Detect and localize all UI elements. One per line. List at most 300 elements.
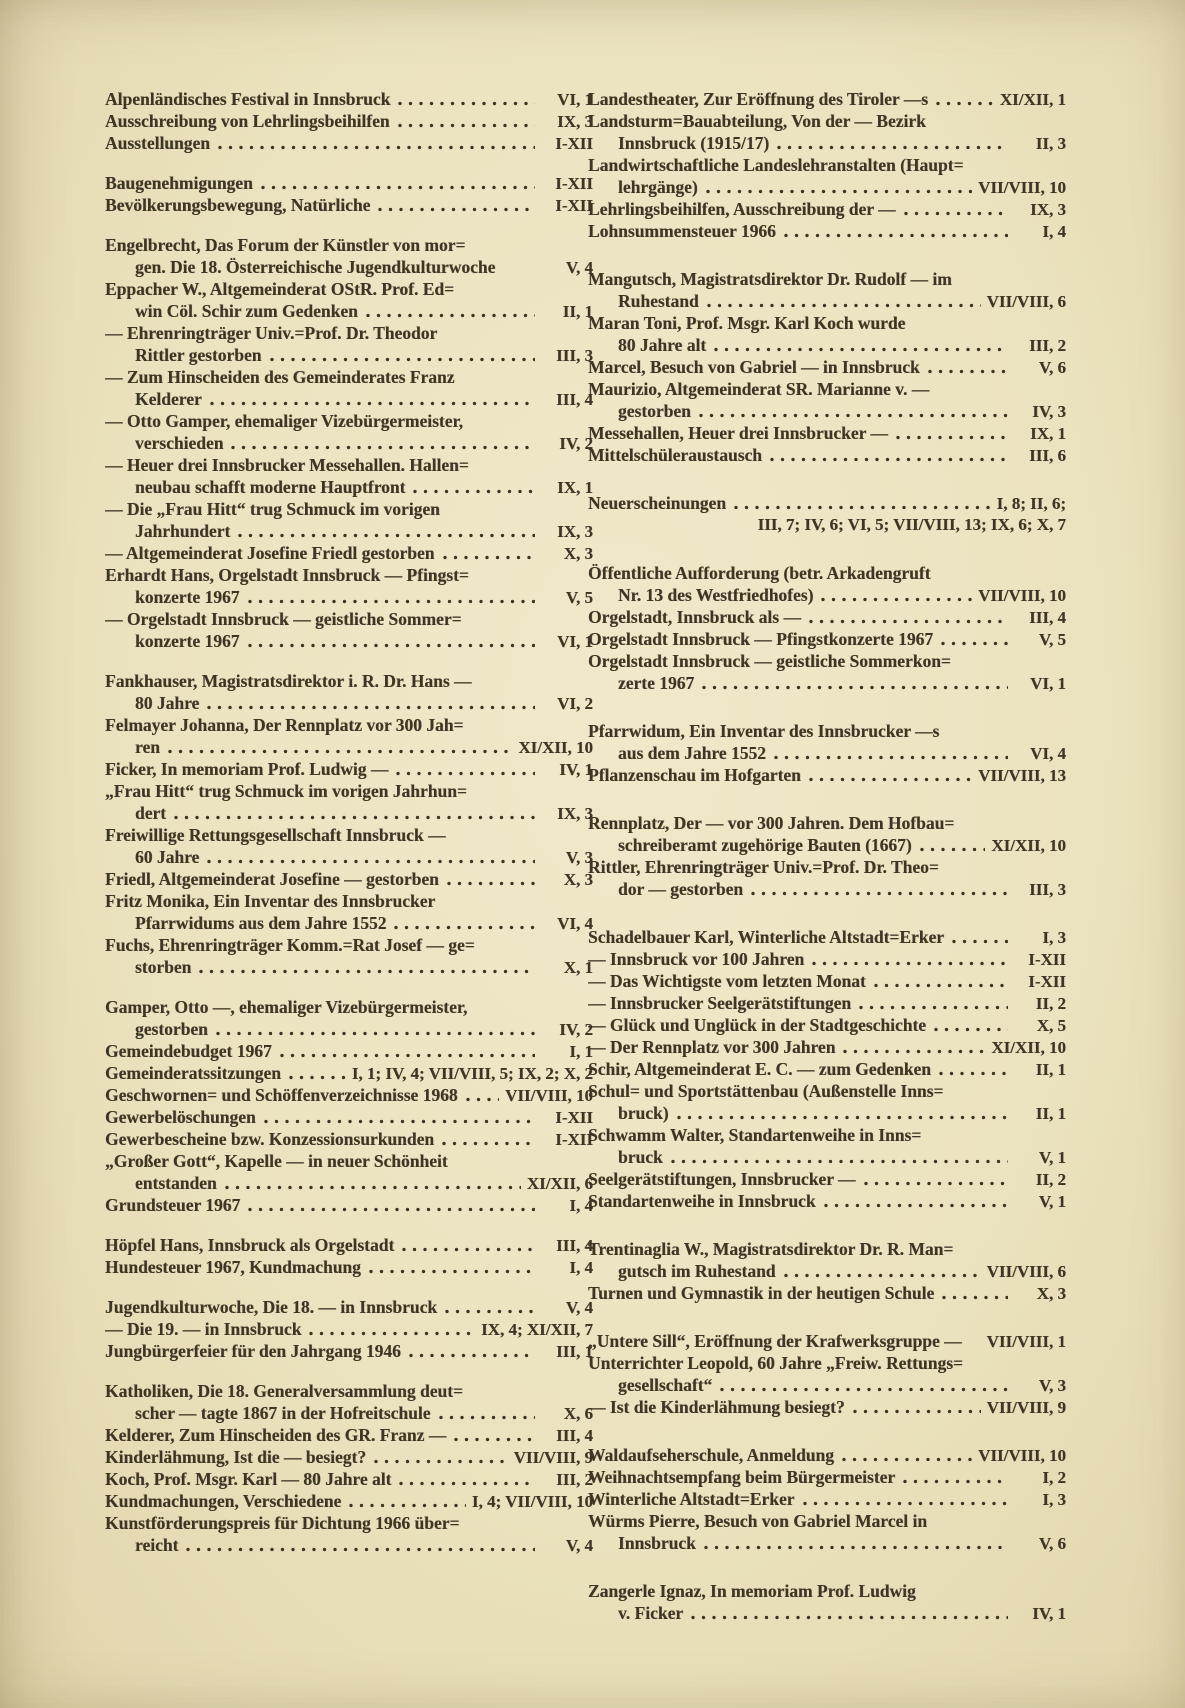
entry-text: Kundmachungen, Verschiedene: [105, 1491, 342, 1511]
index-entry-line: [105, 1128, 593, 1150]
page-ref: I-XII: [555, 196, 593, 215]
index-entry-line: [588, 110, 1066, 132]
entry-text: Maran Toni, Prof. Msgr. Karl Koch wurde: [588, 313, 906, 333]
page-ref: VII/VIII, 6: [986, 292, 1066, 311]
entry-text: Freiwillige Rettungsgesellschaft Innsbruck —: [105, 825, 446, 845]
page-ref: I-XII: [1028, 950, 1066, 969]
page-ref: VII/VIII, 10: [505, 1086, 593, 1105]
entry-text: 80 Jahre alt: [618, 335, 707, 355]
entry-text: Gamper, Otto —, ehemaliger Vizebürgermeister,: [105, 997, 468, 1017]
entry-text: Orgelstadt Innsbruck — geistliche Sommerkon=: [588, 651, 951, 671]
entry-text: Engelbrecht, Das Forum der Künstler von mor=: [105, 235, 466, 255]
entry-text: Rittler gestorben: [135, 345, 262, 365]
page-ref: VII/VIII, 10: [978, 178, 1066, 197]
page-ref: V, 5: [1038, 630, 1066, 649]
index-entry-line: [105, 498, 593, 520]
index-entry-line: [105, 780, 593, 802]
dot-leader: [207, 705, 535, 710]
dot-leader: [812, 961, 1008, 966]
dot-leader: [734, 505, 991, 510]
page-ref: V, 3: [1038, 1376, 1066, 1395]
index-entry-line: [105, 1194, 593, 1216]
entry-text: Gewerbescheine bzw. Konzessionsurkunden: [105, 1129, 435, 1149]
index-entry-line: [105, 1062, 593, 1084]
entry-text: Innsbruck (1915/17): [618, 133, 770, 153]
dot-leader: [445, 1309, 535, 1314]
page-ref: V, 6: [1038, 358, 1066, 377]
index-entry-line: [105, 1340, 593, 1362]
index-entry-line: [588, 154, 1066, 176]
index-entry-line: [105, 956, 593, 978]
entry-text: bruck: [618, 1147, 663, 1167]
dot-leader: [238, 533, 535, 538]
entry-text: gutsch im Ruhestand: [618, 1261, 776, 1281]
index-entry-line: [105, 1084, 593, 1106]
entry-text: Lohnsummensteuer 1966: [588, 221, 776, 241]
page-ref: VII/VIII, 9: [513, 1448, 593, 1467]
index-entry-line: [105, 234, 593, 256]
dot-leader: [942, 1295, 1008, 1300]
index-entry-line: [588, 132, 1066, 154]
entry-text: win Cöl. Schir zum Gedenken: [135, 301, 358, 321]
page-ref: III, 2: [556, 1470, 593, 1489]
page-ref: VII/VIII, 6: [986, 1262, 1066, 1281]
index-entry-line: [105, 1106, 593, 1128]
index-entry-line: [588, 492, 1066, 514]
dot-leader: [398, 101, 535, 106]
index-entry-line: [105, 476, 593, 498]
index-entry-line: [588, 88, 1066, 110]
index-column-right: [588, 88, 1066, 1624]
dot-leader: [199, 969, 535, 974]
index-entry-line: [105, 1172, 593, 1194]
index-entry-line: [105, 322, 593, 344]
entry-text: Schadelbauer Karl, Winterliche Altstadt=Erker: [588, 927, 945, 947]
index-entry-line: [588, 1058, 1066, 1080]
dot-leader: [394, 925, 535, 930]
page-ref: I-XII: [1028, 972, 1066, 991]
dot-leader: [402, 1247, 535, 1252]
entry-text: 60 Jahre: [135, 847, 200, 867]
entry-text: gestorben: [618, 401, 691, 421]
page-ref: V, 6: [1038, 1534, 1066, 1553]
entry-text: ren: [135, 737, 160, 757]
dot-leader: [903, 1479, 1008, 1484]
entry-text: Orgelstadt Innsbruck — Pfingstkonzerte 1967: [588, 629, 934, 649]
index-entry-line: [105, 1296, 593, 1318]
dot-leader: [853, 1409, 981, 1414]
page-ref: I-XII: [555, 174, 593, 193]
page-ref: IX, 4; XI/XII, 7: [481, 1320, 593, 1339]
entry-text: — Altgemeinderat Josefine Friedl gestorben: [105, 543, 435, 563]
page-ref: V, 4: [565, 1536, 593, 1555]
entry-text: Waldaufseherschule, Anmeldung: [588, 1445, 835, 1465]
dot-leader: [409, 1353, 535, 1358]
index-entry-line: [105, 890, 593, 912]
dot-leader: [447, 881, 535, 886]
entry-text: aus dem Jahre 1552: [618, 743, 766, 763]
dot-leader: [399, 1481, 535, 1486]
index-entry-line: [105, 736, 593, 758]
dot-leader: [842, 1457, 972, 1462]
entry-text: — Die 19. — in Innsbruck: [105, 1319, 302, 1339]
entry-text: Grundsteuer 1967: [105, 1195, 241, 1215]
entry-text: Neuerscheinungen: [588, 493, 727, 513]
index-entry-line: [105, 1018, 593, 1040]
index-entry-line: [588, 1102, 1066, 1124]
index-entry-line: [588, 926, 1066, 948]
dot-leader: [824, 1203, 1008, 1208]
page-ref: III, 4: [556, 390, 593, 409]
index-entry-line: [588, 878, 1066, 900]
dot-leader: [439, 1415, 535, 1420]
dot-leader: [413, 489, 535, 494]
index-entry-line: [588, 378, 1066, 400]
index-entry-line: [105, 670, 593, 692]
index-entry-line: [588, 268, 1066, 290]
dot-leader: [248, 643, 536, 648]
entry-text: Baugenehmigungen: [105, 173, 253, 193]
entry-text: Ficker, In memoriam Prof. Ludwig —: [105, 759, 389, 779]
page-ref: III, 1: [556, 1342, 593, 1361]
dot-leader: [264, 1119, 535, 1124]
index-entry-line: [105, 802, 593, 824]
entry-text: — Ist die Kinderlähmung besiegt?: [588, 1397, 845, 1417]
dot-leader: [774, 755, 1008, 760]
entry-text: neubau schafft moderne Hauptfront: [135, 477, 406, 497]
index-column-left: [105, 88, 593, 1556]
index-entry-line: [588, 422, 1066, 444]
index-entry-line: [588, 856, 1066, 878]
entry-text: Kunstförderungspreis für Dichtung 1966 über=: [105, 1513, 460, 1533]
index-entry-line: [105, 1512, 593, 1534]
entry-text: zerte 1967: [618, 673, 695, 693]
dot-leader: [928, 369, 1008, 374]
page-ref: XI/XII, 10: [518, 738, 593, 757]
page-ref: VI, 1: [557, 632, 593, 651]
page-ref: IX, 3: [557, 804, 593, 823]
entry-text: „Untere Sill“, Eröffnung der Krafwerksgruppe —: [588, 1331, 962, 1351]
entry-text: Pflanzenschau im Hofgarten: [588, 765, 801, 785]
dot-leader: [843, 1049, 985, 1054]
dot-leader: [699, 413, 1008, 418]
entry-text: — Ehrenringträger Univ.=Prof. Dr. Theodor: [105, 323, 438, 343]
index-entry-line: [105, 194, 593, 216]
entry-text: — Die „Frau Hitt“ trug Schmuck im vorigen: [105, 499, 440, 519]
index-entry-line: [105, 824, 593, 846]
entry-text: Landwirtschaftliche Landeslehranstalten (Haupt=: [588, 155, 964, 175]
index-entry-line: [105, 564, 593, 586]
dot-leader: [396, 771, 535, 776]
dot-leader: [466, 1097, 499, 1102]
page-ref: II, 1: [1035, 1060, 1066, 1079]
index-entry-line: [588, 1374, 1066, 1396]
entry-text: Winterliche Altstadt=Erker: [588, 1489, 795, 1509]
index-entry-line: [105, 88, 593, 110]
entry-text: — Das Wichtigste vom letzten Monat: [588, 971, 866, 991]
index-entry-line: [588, 992, 1066, 1014]
index-entry-line: [105, 410, 593, 432]
index-entry-line: [105, 912, 593, 934]
entry-text: Katholiken, Die 18. Generalversammlung deut=: [105, 1381, 464, 1401]
index-entry-line: [588, 514, 1066, 536]
dot-leader: [225, 1185, 521, 1190]
entry-text: Jahrhundert: [135, 521, 231, 541]
dot-leader: [874, 983, 1008, 988]
dot-leader: [920, 847, 986, 852]
entry-text: Gemeindebudget 1967: [105, 1041, 272, 1061]
index-entry-line: [588, 400, 1066, 422]
entry-text: gesellschaft“: [618, 1375, 713, 1395]
page-ref: X, 6: [563, 1404, 593, 1423]
index-entry-line: [105, 344, 593, 366]
index-entry-line: [588, 1602, 1066, 1624]
index-entry-line: [105, 996, 593, 1018]
index-entry-line: [105, 454, 593, 476]
index-entry-line: [588, 584, 1066, 606]
entry-text: dor — gestorben: [618, 879, 744, 899]
dot-leader: [186, 1547, 535, 1552]
entry-text: — Glück und Unglück in der Stadtgeschichte: [588, 1015, 927, 1035]
dot-leader: [720, 1387, 1008, 1392]
index-entry-line: [588, 220, 1066, 242]
page-ref: III, 4: [556, 1236, 593, 1255]
entry-text: Eppacher W., Altgemeinderat OStR. Prof. Ed=: [105, 279, 455, 299]
dot-leader: [751, 891, 1008, 896]
entry-text: Landestheater, Zur Eröffnung des Tiroler —s: [588, 89, 929, 109]
dot-leader: [702, 685, 1008, 690]
page-ref: IV, 1: [559, 760, 593, 779]
page-ref: I, 2: [1042, 1468, 1066, 1487]
entry-text: Turnen und Gymnastik in der heutigen Schule: [588, 1283, 935, 1303]
index-entry-line: [588, 948, 1066, 970]
index-entry-line: [588, 356, 1066, 378]
page-ref: I-XII: [555, 134, 593, 153]
entry-text: Marcel, Besuch von Gabriel — in Innsbruck: [588, 357, 920, 377]
entry-text: lehrgänge): [618, 177, 698, 197]
entry-text: Felmayer Johanna, Der Rennplatz vor 300 Jah=: [105, 715, 464, 735]
dot-leader: [936, 101, 994, 106]
entry-text: Mangutsch, Magistratsdirektor Dr. Rudolf — im: [588, 269, 952, 289]
page-ref: X, 3: [1036, 1284, 1066, 1303]
index-entry-line: [588, 1238, 1066, 1260]
entry-text: Rittler, Ehrenringträger Univ.=Prof. Dr. Theo=: [588, 857, 939, 877]
dot-leader: [671, 1159, 1008, 1164]
page-ref: III, 6: [1029, 446, 1066, 465]
entry-text: — Orgelstadt Innsbruck — geistliche Sommer=: [105, 609, 462, 629]
dot-leader: [309, 1331, 475, 1336]
page-ref: VI, 2: [557, 694, 593, 713]
dot-leader: [784, 233, 1008, 238]
dot-leader: [704, 1545, 1008, 1550]
entry-text: — Otto Gamper, ehemaliger Vizebürgermeister,: [105, 411, 464, 431]
dot-leader: [803, 1501, 1009, 1506]
entry-text: Nr. 13 des Westfriedhofes): [618, 585, 814, 605]
dot-leader: [218, 145, 535, 150]
page-ref: II, 2: [1035, 1170, 1066, 1189]
entry-text: Kelderer: [135, 389, 202, 409]
entry-text: Geschwornen= und Schöffenverzeichnisse 1968: [105, 1085, 458, 1105]
dot-leader: [859, 1005, 1008, 1010]
dot-leader: [216, 1031, 535, 1036]
page-ref: XI/XII, 6: [526, 1174, 593, 1193]
dot-leader: [210, 401, 535, 406]
dot-leader: [378, 207, 535, 212]
index-entry-line: [105, 1468, 593, 1490]
dot-leader: [784, 1273, 981, 1278]
index-entry-line: [105, 1490, 593, 1512]
entry-text: — Der Rennplatz vor 300 Jahren: [588, 1037, 836, 1057]
entry-text: entstanden: [135, 1173, 217, 1193]
index-entry-line: [105, 868, 593, 890]
dot-leader: [770, 457, 1008, 462]
index-entry-line: [588, 628, 1066, 650]
index-entry-line: [105, 278, 593, 300]
page-ref: IV, 3: [1032, 402, 1066, 421]
page-ref: III, 3: [556, 346, 593, 365]
entry-text: Orgelstadt, Innsbruck als —: [588, 607, 801, 627]
dot-leader: [952, 939, 1008, 944]
page-ref: XI/XII, 1: [999, 90, 1066, 109]
index-entry-line: [105, 432, 593, 454]
page-ref: X, 5: [1036, 1016, 1066, 1035]
entry-text: Messehallen, Heuer drei Innsbrucker —: [588, 423, 888, 443]
dot-leader: [443, 555, 535, 560]
dot-leader: [864, 1181, 1008, 1186]
index-entry-line: [588, 1168, 1066, 1190]
index-entry-line: [588, 764, 1066, 786]
entry-text: Unterrichter Leopold, 60 Jahre „Freiw. Rettungs=: [588, 1353, 964, 1373]
index-entry-line: [588, 1510, 1066, 1532]
entry-text: gen. Die 18. Österreichische Jugendkulturwoche: [135, 257, 496, 277]
index-entry-line: [588, 1190, 1066, 1212]
dot-leader: [939, 1071, 1008, 1076]
entry-text: Kelderer, Zum Hinscheiden des GR. Franz —: [105, 1425, 447, 1445]
page-ref: IX, 3: [557, 112, 593, 131]
entry-text: Alpenländisches Festival in Innsbruck: [105, 89, 391, 109]
entry-text: „Großer Gott“, Kapelle — in neuer Schönheit: [105, 1151, 448, 1171]
dot-leader: [207, 859, 535, 864]
index-entry-line: [588, 1532, 1066, 1554]
entry-text: Gemeinderatssitzungen: [105, 1063, 281, 1083]
dot-leader: [248, 599, 536, 604]
entry-text: konzerte 1967: [135, 587, 240, 607]
entry-text: — Zum Hinscheiden des Gemeinderates Franz: [105, 367, 455, 387]
index-entry-line: [105, 132, 593, 154]
index-entry-line: [588, 1444, 1066, 1466]
dot-leader: [366, 313, 535, 318]
dot-leader: [231, 445, 535, 450]
index-entry-line: [588, 970, 1066, 992]
index-entry-line: [588, 834, 1066, 856]
entry-text: bruck): [618, 1103, 669, 1123]
index-entry-line: [588, 1080, 1066, 1102]
page-ref: X, 3: [563, 544, 593, 563]
dot-leader: [809, 777, 972, 782]
entry-text: „Frau Hitt“ trug Schmuck im vorigen Jahrhun=: [105, 781, 467, 801]
page-ref: I, 4: [569, 1258, 593, 1277]
index-entry-line: [588, 606, 1066, 628]
index-entry-line: [588, 1146, 1066, 1168]
page-ref: I, 8; II, 6;: [996, 494, 1066, 513]
entry-text: Koch, Prof. Msgr. Karl — 80 Jahre alt: [105, 1469, 392, 1489]
index-entry-line: [588, 198, 1066, 220]
page-ref: I, 1: [569, 1042, 593, 1061]
index-entry-line: [588, 1282, 1066, 1304]
entry-text: Jungbürgerfeier für den Jahrgang 1946: [105, 1341, 401, 1361]
page-ref: VII/VIII, 10: [978, 586, 1066, 605]
page-ref: VI, 4: [557, 914, 593, 933]
entry-text: dert: [135, 803, 167, 823]
entry-text: Friedl, Altgemeinderat Josefine — gestorben: [105, 869, 439, 889]
index-entry-line: [105, 1380, 593, 1402]
index-entry-line: [105, 110, 593, 132]
index-entry-line: [105, 256, 593, 278]
dot-leader: [261, 185, 535, 190]
page-ref: II, 1: [562, 302, 593, 321]
dot-leader: [349, 1503, 466, 1508]
page-ref: X, 3: [563, 870, 593, 889]
index-entry-line: [105, 1318, 593, 1340]
dot-leader: [714, 347, 1008, 352]
page-ref: IV, 1: [1032, 1604, 1066, 1623]
entry-text: Gewerbelöschungen: [105, 1107, 256, 1127]
page-ref: I, 3: [1042, 928, 1066, 947]
index-entry-line: [588, 290, 1066, 312]
index-entry-line: [105, 1256, 593, 1278]
entry-text: Jugendkulturwoche, Die 18. — in Innsbruck: [105, 1297, 438, 1317]
dot-leader: [904, 211, 1008, 216]
dot-leader: [174, 815, 535, 820]
entry-text: schreiberamt zugehörige Bauten (1667): [618, 835, 912, 855]
index-entry-line: [105, 586, 593, 608]
page-ref: VII/VIII, 10: [978, 1446, 1066, 1465]
index-entry-line: [105, 366, 593, 388]
index-entry-line: [588, 1466, 1066, 1488]
entry-text: scher — tagte 1867 in der Hofreitschule: [135, 1403, 431, 1423]
entry-text: Schwamm Walter, Standartenweihe in Inns=: [588, 1125, 922, 1145]
dot-leader: [821, 597, 972, 602]
index-entry-line: [588, 562, 1066, 584]
page-ref: VII/VIII, 9: [986, 1398, 1066, 1417]
entry-text: v. Ficker: [618, 1603, 684, 1623]
dot-leader: [707, 303, 981, 308]
index-entry-line: [588, 1330, 1066, 1352]
page-ref: III, 2: [1029, 336, 1066, 355]
index-entry-line: [105, 934, 593, 956]
index-entry-line: [105, 1234, 593, 1256]
page-ref: IX, 3: [1030, 200, 1066, 219]
entry-text: Trentinaglia W., Magistratsdirektor Dr. R. Man=: [588, 1239, 954, 1259]
page-ref: VI, 1: [1030, 674, 1066, 693]
index-entry-line: [588, 1260, 1066, 1282]
page-ref: II, 1: [1035, 1104, 1066, 1123]
page-ref: IX, 3: [557, 522, 593, 541]
dot-leader: [398, 123, 535, 128]
dot-leader: [934, 1027, 1008, 1032]
entry-text: Zangerle Ignaz, In memoriam Prof. Ludwig: [588, 1581, 916, 1601]
dot-leader: [777, 145, 1008, 150]
entry-text: Schul= und Sportstättenbau (Außenstelle Inns=: [588, 1081, 944, 1101]
dot-leader: [677, 1115, 1008, 1120]
entry-text: konzerte 1967: [135, 631, 240, 651]
entry-text: reicht: [135, 1535, 179, 1555]
dot-leader: [289, 1075, 346, 1080]
dot-leader: [374, 1459, 508, 1464]
dot-leader: [454, 1437, 535, 1442]
page-ref: IV, 2: [559, 1020, 593, 1039]
entry-text: Pfarrwidums aus dem Jahre 1552: [135, 913, 387, 933]
